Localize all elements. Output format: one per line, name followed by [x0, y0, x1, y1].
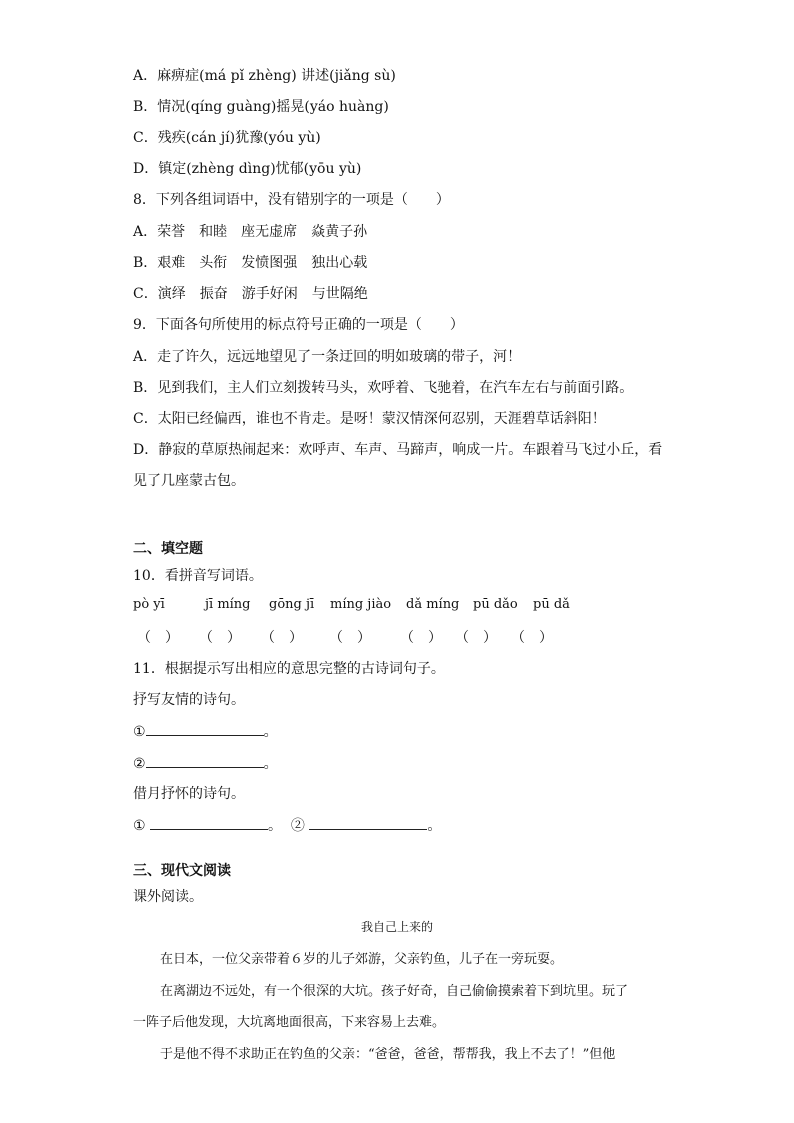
q8-stem: 8．下列各组词语中，没有错别字的一项是（ ）: [133, 192, 450, 208]
marker-1: ①: [133, 818, 146, 834]
q11-blank-row-2: [133, 753, 278, 774]
answer-blank-3[interactable]: （ ）: [261, 630, 303, 646]
section2-heading: 二、填空题: [133, 541, 203, 557]
marker-2: ②: [290, 818, 305, 834]
pinyin-3: gōng jī: [269, 597, 315, 612]
fill-blank-1[interactable]: [146, 721, 264, 736]
pinyin-2: jī míng: [205, 597, 251, 612]
answer-blank-5[interactable]: （ ）: [400, 630, 442, 646]
passage-title: 我自己上来的: [360, 920, 433, 934]
q9-option-d-cont: 见了几座蒙古包。: [133, 473, 245, 489]
passage-para-1: 在日本，一位父亲带着６岁的儿子郊游，父亲钓鱼，儿子在一旁玩耍。: [160, 952, 564, 967]
fill-blank-4[interactable]: [309, 815, 427, 830]
q9-option-d: D．静寂的草原热闹起来：欢呼声、车声、马蹄声，响成一片。车跟着马飞过小丘，看: [133, 442, 663, 458]
answer-blank-1[interactable]: （ ）: [137, 630, 179, 646]
period: 。: [263, 756, 278, 772]
pinyin-4: míng jiào: [330, 597, 392, 612]
marker-2: ②: [133, 756, 146, 772]
q11-blank-row-1: [133, 721, 278, 742]
pinyin-7: pū dǎ: [533, 597, 570, 612]
q8-option-b: B．艰难 头衔 发愤图强 独出心载: [133, 255, 368, 271]
q11-stem: 11．根据提示写出相应的意思完整的古诗词句子。: [133, 661, 445, 677]
passage-para-2-line-1: 在离湖边不远处，有一个很深的大坑。孩子好奇，自己偷偷摸索着下到坑里。玩了: [160, 984, 629, 999]
period: 。: [263, 724, 278, 740]
section3-intro: 课外阅读。: [133, 889, 203, 905]
q11-sub-friendship: 抒写友情的诗句。: [133, 692, 245, 708]
q9-option-b: B．见到我们，主人们立刻拨转马头，欢呼着、飞驰着，在汽车左右与前面引路。: [133, 380, 634, 396]
passage-para-3: 于是他不得不求助正在钓鱼的父亲：“爸爸，爸爸，帮帮我，我上不去了！”但他: [160, 1047, 616, 1062]
section3-heading: 三、现代文阅读: [133, 863, 231, 879]
pinyin-1: pò yī: [133, 597, 165, 612]
pinyin-5: dǎ míng: [406, 597, 460, 612]
q11-sub-moon: 借月抒怀的诗句。: [133, 786, 245, 802]
q9-option-c: C．太阳已经偏西，谁也不肯走。是呀！蒙汉情深何忍别，天涯碧草话斜阳！: [133, 411, 606, 427]
q7-option-b: B．情况(qíng guàng)摇晃(yáo huàng): [133, 99, 389, 115]
q8-option-a: A．荣誉 和睦 座无虚席 焱黄子孙: [133, 224, 368, 240]
q11-blank-row-3: [133, 815, 441, 836]
q9-option-a: A．走了许久，远远地望见了一条迂回的明如玻璃的带子，河！: [133, 349, 522, 365]
q7-option-c: C．残疾(cán jí)犹豫(yóu yù): [133, 130, 321, 146]
q7-option-d: D．镇定(zhèng dìng)忧郁(yōu yù): [133, 161, 362, 177]
pinyin-6: pū dǎo: [473, 597, 518, 612]
period: 。: [268, 818, 283, 834]
answer-blank-4[interactable]: （ ）: [329, 630, 371, 646]
q9-stem: 9．下面各句所使用的标点符号正确的一项是（ ）: [133, 317, 464, 333]
answer-blank-6[interactable]: （ ）: [455, 630, 497, 646]
q10-stem: 10．看拼音写词语。: [133, 568, 263, 584]
marker-1: ①: [133, 724, 146, 740]
period: 。: [427, 818, 442, 834]
passage-para-2-line-2: 一阵子后他发现，大坑离地面很高，下来容易上去难。: [133, 1015, 446, 1030]
fill-blank-3[interactable]: [150, 815, 268, 830]
q8-option-c: C．演绎 振奋 游手好闲 与世隔绝: [133, 286, 368, 302]
fill-blank-2[interactable]: [146, 753, 264, 768]
answer-blank-7[interactable]: （ ）: [511, 630, 553, 646]
q7-option-a: A．麻痹症(má pǐ zhèng) 讲述(jiǎng sù): [133, 68, 396, 84]
answer-blank-2[interactable]: （ ）: [199, 630, 241, 646]
